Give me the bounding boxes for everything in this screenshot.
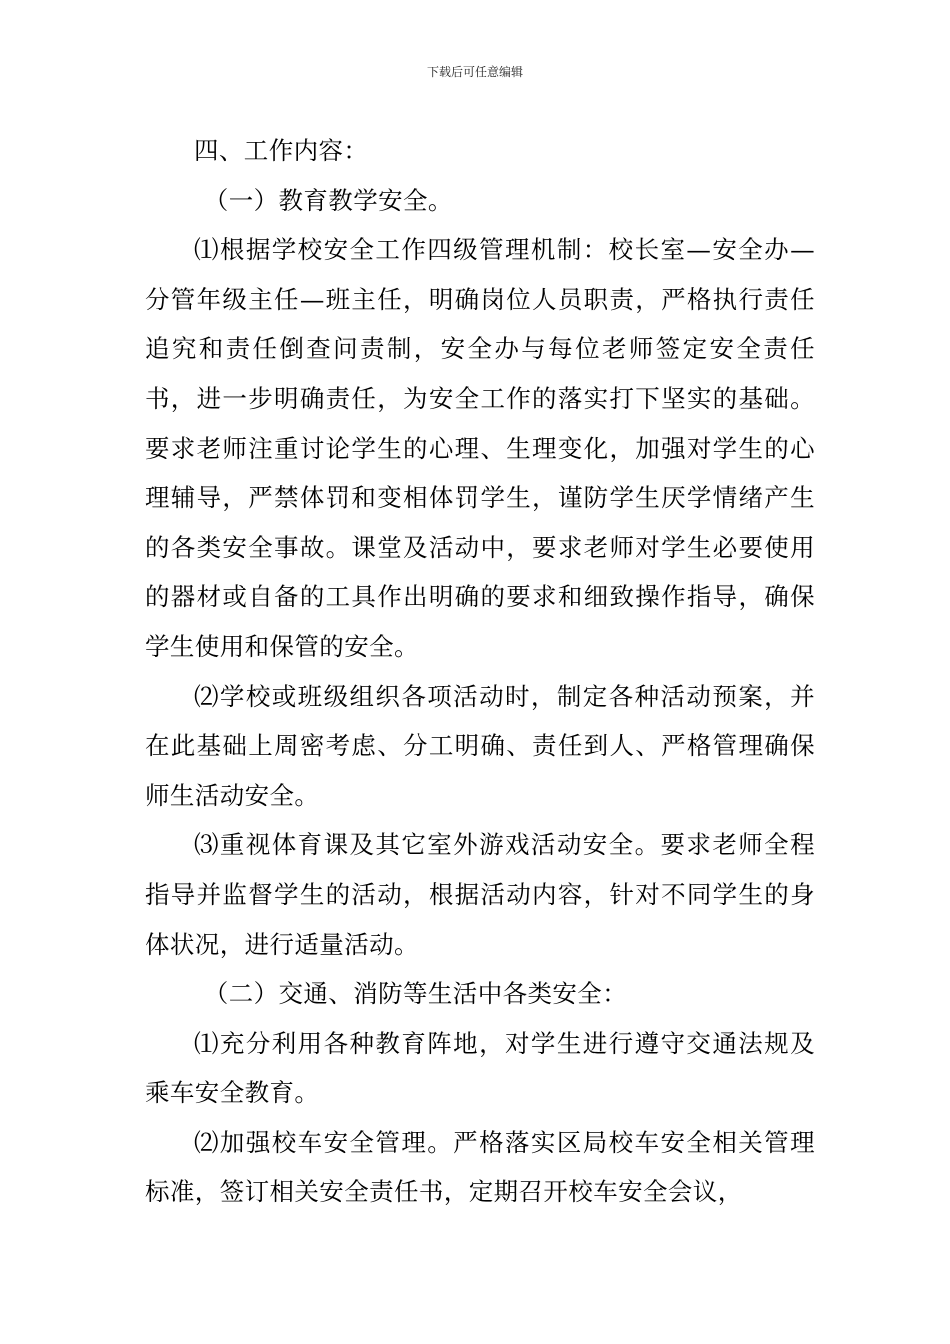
paragraph-activity-plans: ⑵学校或班级组织各项活动时，制定各种活动预案，并在此基础上周密考虑、分工明确、责任到人、严格管理确保师生活动安全。 (145, 681, 815, 810)
page-header-note: 下载后可任意编辑 (426, 65, 523, 79)
section-heading-teaching-safety: （一）教育教学安全。 (203, 185, 453, 215)
document-body (145, 126, 815, 1217)
paragraph-management-mechanism: ⑴根据学校安全工作四级管理机制：校长室—安全办—分管年级主任—班主任，明确岗位人员职责，严格执行责任追究和责任倒查问责制，安全办与每位老师签定安全责任书，进一步明确责任，为安全工作的落实打下坚实的基础。要求老师注重讨论学生的心理、生理变化，加强对学生的心理辅导，严禁体罚和变相体罚学生，谨防学生厌学情绪产生的各类安全事故。课堂及活动中，要求老师对学生必要使用的器材或自备的工具作出明确的要求和细致操作指导，确保学生使用和保管的安全。 (145, 235, 815, 661)
paragraph-school-bus: ⑵加强校车安全管理。严格落实区局校车安全相关管理标准，签订相关安全责任书，定期召开校车安全会议， (145, 1127, 815, 1207)
paragraph-traffic-education: ⑴充分利用各种教育阵地，对学生进行遵守交通法规及乘车安全教育。 (145, 1028, 815, 1108)
paragraph-pe-safety: ⑶重视体育课及其它室外游戏活动安全。要求老师全程指导并监督学生的活动，根据活动内容，针对不同学生的身体状况，进行适量活动。 (145, 830, 815, 959)
heading-work-content: 四、工作内容： (194, 136, 369, 165)
section-heading-life-safety: （二）交通、消防等生活中各类安全： (203, 979, 628, 1009)
